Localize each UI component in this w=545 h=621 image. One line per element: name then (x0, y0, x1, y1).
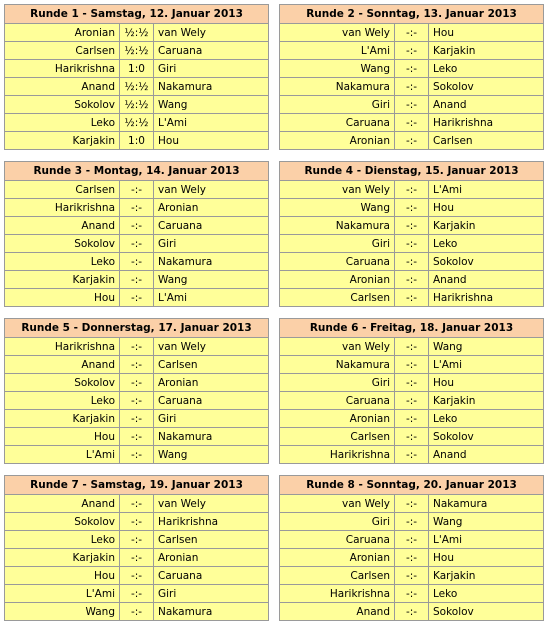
game-result: -:- (120, 374, 154, 392)
round-title: Runde 8 - Sonntag, 20. Januar 2013 (280, 476, 544, 495)
game-result: -:- (120, 181, 154, 199)
white-player: Caruana (280, 531, 395, 549)
game-row (5, 338, 269, 356)
white-player: Leko (5, 253, 120, 271)
white-player: van Wely (280, 495, 395, 513)
black-player: Leko (429, 60, 544, 78)
black-player: Giri (154, 235, 269, 253)
black-player: Caruana (154, 42, 269, 60)
round-title: Runde 6 - Freitag, 18. Januar 2013 (280, 319, 544, 338)
white-player: L'Ami (5, 585, 120, 603)
black-player: Nakamura (154, 428, 269, 446)
round-4-table (279, 161, 544, 307)
white-player: Aronian (280, 549, 395, 567)
game-row (280, 374, 544, 392)
black-player: Hou (429, 374, 544, 392)
white-player: Karjakin (5, 410, 120, 428)
white-player: L'Ami (5, 446, 120, 464)
white-player: Aronian (5, 24, 120, 42)
game-row (280, 78, 544, 96)
game-row (5, 446, 269, 464)
white-player: Carlsen (280, 289, 395, 307)
game-result: -:- (395, 410, 429, 428)
black-player: Hou (429, 24, 544, 42)
game-row (280, 199, 544, 217)
black-player: Anand (429, 271, 544, 289)
black-player: Caruana (154, 567, 269, 585)
white-player: Karjakin (5, 271, 120, 289)
round-8-table (279, 475, 544, 621)
game-result: ½:½ (120, 96, 154, 114)
black-player: Karjakin (429, 392, 544, 410)
game-row (280, 495, 544, 513)
black-player: Nakamura (154, 253, 269, 271)
round-title: Runde 7 - Samstag, 19. Januar 2013 (5, 476, 269, 495)
game-row (280, 585, 544, 603)
game-result: -:- (395, 374, 429, 392)
game-result: -:- (120, 549, 154, 567)
game-row (280, 549, 544, 567)
round-1-table (4, 4, 269, 150)
black-player: Carlsen (154, 531, 269, 549)
white-player: Anand (5, 217, 120, 235)
black-player: Sokolov (429, 253, 544, 271)
black-player: Anand (429, 96, 544, 114)
game-row (280, 603, 544, 621)
game-row (280, 114, 544, 132)
game-row (280, 289, 544, 307)
game-result: -:- (120, 217, 154, 235)
black-player: Harikrishna (154, 513, 269, 531)
game-row (280, 392, 544, 410)
game-row (5, 567, 269, 585)
white-player: Sokolov (5, 96, 120, 114)
white-player: Nakamura (280, 356, 395, 374)
black-player: Leko (429, 235, 544, 253)
game-result: -:- (395, 199, 429, 217)
black-player: Harikrishna (429, 114, 544, 132)
white-player: Sokolov (5, 513, 120, 531)
white-player: Aronian (280, 132, 395, 150)
game-result: -:- (120, 585, 154, 603)
white-player: van Wely (280, 24, 395, 42)
white-player: Caruana (280, 392, 395, 410)
white-player: Carlsen (5, 42, 120, 60)
game-row (280, 24, 544, 42)
black-player: van Wely (154, 24, 269, 42)
black-player: Carlsen (154, 356, 269, 374)
white-player: Giri (280, 374, 395, 392)
white-player: L'Ami (280, 42, 395, 60)
game-row (280, 60, 544, 78)
white-player: Caruana (280, 253, 395, 271)
white-player: Leko (5, 531, 120, 549)
black-player: Caruana (154, 217, 269, 235)
black-player: Giri (154, 60, 269, 78)
game-result: -:- (120, 338, 154, 356)
game-row (5, 356, 269, 374)
game-row (5, 392, 269, 410)
game-result: -:- (395, 428, 429, 446)
game-row (280, 96, 544, 114)
game-result: -:- (395, 392, 429, 410)
white-player: Hou (5, 428, 120, 446)
white-player: Anand (280, 603, 395, 621)
game-result: ½:½ (120, 24, 154, 42)
game-row (5, 78, 269, 96)
black-player: Wang (429, 338, 544, 356)
game-result: 1:0 (120, 132, 154, 150)
game-result: -:- (395, 60, 429, 78)
white-player: Wang (280, 199, 395, 217)
black-player: Hou (429, 549, 544, 567)
game-row (5, 495, 269, 513)
black-player: Anand (429, 446, 544, 464)
white-player: Karjakin (5, 549, 120, 567)
white-player: Harikrishna (280, 446, 395, 464)
black-player: Nakamura (429, 495, 544, 513)
game-row (5, 253, 269, 271)
black-player: L'Ami (154, 289, 269, 307)
game-row (5, 374, 269, 392)
game-row (280, 217, 544, 235)
game-row (280, 567, 544, 585)
game-result: -:- (395, 289, 429, 307)
game-result: -:- (120, 531, 154, 549)
game-result: -:- (120, 495, 154, 513)
black-player: Wang (154, 271, 269, 289)
black-player: van Wely (154, 495, 269, 513)
black-player: Karjakin (429, 217, 544, 235)
game-result: -:- (395, 271, 429, 289)
white-player: Karjakin (5, 132, 120, 150)
game-result: -:- (120, 356, 154, 374)
white-player: Carlsen (5, 181, 120, 199)
white-player: van Wely (280, 338, 395, 356)
black-player: Giri (154, 585, 269, 603)
round-title: Runde 1 - Samstag, 12. Januar 2013 (5, 5, 269, 24)
game-result: -:- (395, 531, 429, 549)
black-player: Hou (429, 199, 544, 217)
round-title: Runde 4 - Dienstag, 15. Januar 2013 (280, 162, 544, 181)
white-player: Sokolov (5, 374, 120, 392)
game-result: -:- (395, 78, 429, 96)
game-row (5, 199, 269, 217)
game-result: -:- (120, 199, 154, 217)
game-result: ½:½ (120, 42, 154, 60)
game-row (280, 531, 544, 549)
game-result: -:- (120, 446, 154, 464)
game-result: -:- (395, 217, 429, 235)
game-row (5, 96, 269, 114)
white-player: Carlsen (280, 567, 395, 585)
game-result: 1:0 (120, 60, 154, 78)
white-player: van Wely (280, 181, 395, 199)
game-row (5, 531, 269, 549)
white-player: Anand (5, 78, 120, 96)
game-result: -:- (395, 24, 429, 42)
game-row (5, 235, 269, 253)
white-player: Hou (5, 289, 120, 307)
black-player: Carlsen (429, 132, 544, 150)
game-row (5, 217, 269, 235)
black-player: Sokolov (429, 428, 544, 446)
game-result: ½:½ (120, 114, 154, 132)
white-player: Carlsen (280, 428, 395, 446)
game-result: -:- (120, 603, 154, 621)
black-player: van Wely (154, 181, 269, 199)
game-row (280, 338, 544, 356)
round-6-table (279, 318, 544, 464)
game-row (280, 181, 544, 199)
game-result: -:- (395, 603, 429, 621)
game-result: -:- (120, 271, 154, 289)
game-row (5, 42, 269, 60)
black-player: Giri (154, 410, 269, 428)
game-row (280, 42, 544, 60)
game-row (5, 289, 269, 307)
black-player: Sokolov (429, 603, 544, 621)
black-player: Aronian (154, 199, 269, 217)
black-player: Wang (154, 96, 269, 114)
game-result: -:- (395, 181, 429, 199)
game-result: -:- (395, 513, 429, 531)
round-3-table (4, 161, 269, 307)
round-title: Runde 3 - Montag, 14. Januar 2013 (5, 162, 269, 181)
white-player: Anand (5, 495, 120, 513)
game-result: -:- (120, 513, 154, 531)
black-player: L'Ami (429, 531, 544, 549)
game-row (280, 271, 544, 289)
game-result: -:- (120, 253, 154, 271)
game-result: -:- (120, 410, 154, 428)
game-row (280, 356, 544, 374)
game-row (280, 410, 544, 428)
game-row (5, 181, 269, 199)
game-row (5, 585, 269, 603)
round-title: Runde 2 - Sonntag, 13. Januar 2013 (280, 5, 544, 24)
white-player: Harikrishna (5, 60, 120, 78)
game-row (5, 24, 269, 42)
game-result: -:- (395, 96, 429, 114)
white-player: Harikrishna (5, 338, 120, 356)
black-player: van Wely (154, 338, 269, 356)
game-row (5, 271, 269, 289)
white-player: Hou (5, 567, 120, 585)
black-player: Sokolov (429, 78, 544, 96)
black-player: Karjakin (429, 42, 544, 60)
game-result: -:- (395, 42, 429, 60)
black-player: Aronian (154, 374, 269, 392)
game-result: -:- (120, 392, 154, 410)
black-player: Caruana (154, 392, 269, 410)
white-player: Harikrishna (5, 199, 120, 217)
game-result: -:- (395, 585, 429, 603)
game-result: -:- (395, 235, 429, 253)
game-result: -:- (395, 356, 429, 374)
game-result: -:- (395, 114, 429, 132)
game-result: -:- (395, 446, 429, 464)
game-row (5, 549, 269, 567)
black-player: L'Ami (154, 114, 269, 132)
white-player: Giri (280, 96, 395, 114)
game-row (280, 253, 544, 271)
round-5-table (4, 318, 269, 464)
game-result: -:- (395, 132, 429, 150)
black-player: Hou (154, 132, 269, 150)
black-player: L'Ami (429, 356, 544, 374)
game-row (280, 513, 544, 531)
game-result: -:- (120, 289, 154, 307)
black-player: Karjakin (429, 567, 544, 585)
game-row (5, 114, 269, 132)
game-result: -:- (395, 495, 429, 513)
black-player: Harikrishna (429, 289, 544, 307)
game-row (5, 60, 269, 78)
round-7-table (4, 475, 269, 621)
white-player: Anand (5, 356, 120, 374)
white-player: Aronian (280, 410, 395, 428)
game-result: -:- (120, 567, 154, 585)
game-result: -:- (395, 549, 429, 567)
white-player: Giri (280, 235, 395, 253)
black-player: L'Ami (429, 181, 544, 199)
white-player: Aronian (280, 271, 395, 289)
white-player: Nakamura (280, 217, 395, 235)
round-2-table (279, 4, 544, 150)
game-row (5, 410, 269, 428)
game-result: -:- (120, 428, 154, 446)
white-player: Wang (280, 60, 395, 78)
game-row (5, 603, 269, 621)
game-row (280, 235, 544, 253)
game-result: -:- (395, 338, 429, 356)
game-row (280, 428, 544, 446)
white-player: Harikrishna (280, 585, 395, 603)
white-player: Caruana (280, 114, 395, 132)
game-result: -:- (120, 235, 154, 253)
white-player: Nakamura (280, 78, 395, 96)
game-result: ½:½ (120, 78, 154, 96)
black-player: Wang (429, 513, 544, 531)
white-player: Leko (5, 114, 120, 132)
game-row (5, 513, 269, 531)
black-player: Aronian (154, 549, 269, 567)
white-player: Leko (5, 392, 120, 410)
white-player: Wang (5, 603, 120, 621)
black-player: Leko (429, 410, 544, 428)
black-player: Nakamura (154, 603, 269, 621)
game-result: -:- (395, 567, 429, 585)
black-player: Wang (154, 446, 269, 464)
game-result: -:- (395, 253, 429, 271)
game-row (280, 132, 544, 150)
round-title: Runde 5 - Donnerstag, 17. Januar 2013 (5, 319, 269, 338)
white-player: Sokolov (5, 235, 120, 253)
game-row (5, 132, 269, 150)
game-row (5, 428, 269, 446)
black-player: Nakamura (154, 78, 269, 96)
white-player: Giri (280, 513, 395, 531)
black-player: Leko (429, 585, 544, 603)
game-row (280, 446, 544, 464)
